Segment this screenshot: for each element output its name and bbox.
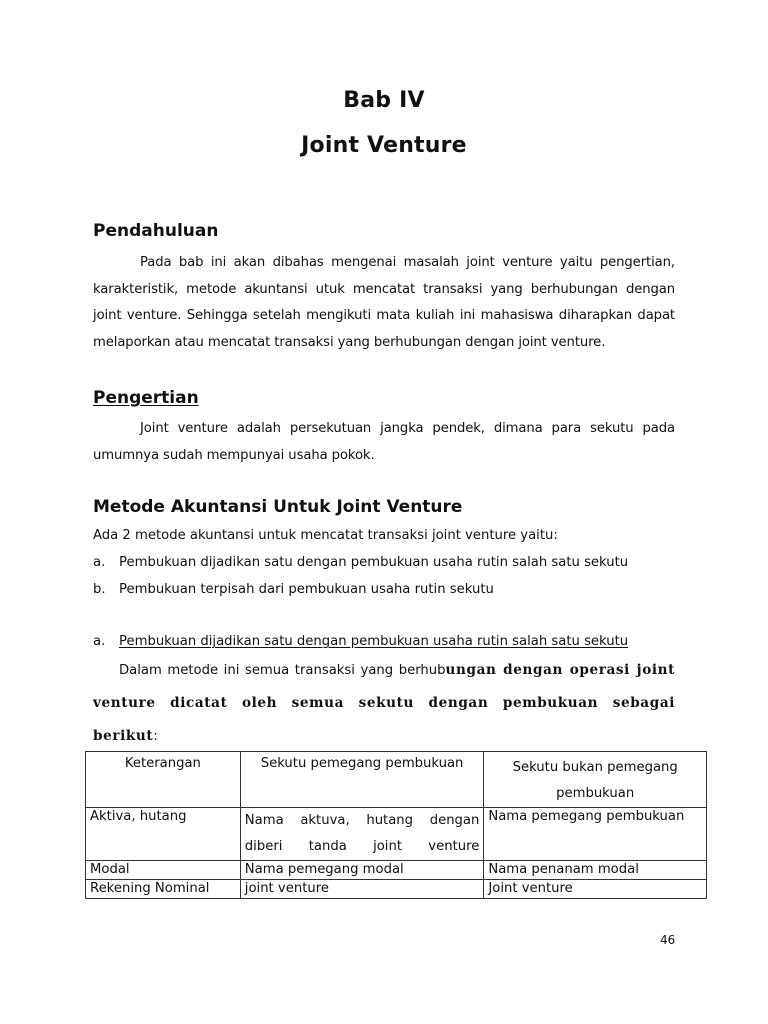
paragraph-text-bold: ungan dengan operasi joint venture dicatat oleh semua sekutu dengan pembukuan sebagai berikut [93,662,675,744]
list-item [93,582,494,597]
table-cell: Nama penanam modal [484,861,707,880]
subsection-a-paragraph [93,654,675,753]
table-header-cell: Sekutu pemegang pembukuan [240,752,484,808]
subsection-a-heading [93,634,628,649]
list-marker: b. [93,582,106,597]
pengertian-paragraph: Joint venture adalah persekutuan jangka pendek, dimana para sekutu pada umumnya sudah mempunyai usaha pokok. [93,421,675,463]
paragraph-text-end: : [153,729,158,744]
joint-venture-table [85,751,707,899]
table-cell: Nama aktuva, hutang dengan diberi tanda joint venture [240,808,484,861]
table-row [86,808,707,861]
list-item [93,555,628,570]
table-header-row [86,752,707,808]
section-heading-pengertian: Pengertian [93,388,199,408]
table-row [86,861,707,880]
table-cell: Rekening Nominal [86,880,241,899]
table-row [86,880,707,899]
table-header-cell: Keterangan [86,752,241,808]
chapter-title: Joint Venture [301,133,467,158]
subsection-marker: a. [93,634,106,649]
pendahuluan-paragraph: Pada bab ini akan dibahas mengenai masalah joint venture yaitu pengertian, karakteristik, metode akuntansi utuk mencatat transaksi yang berhubungan dengan joint venture. Sehingga setelah mengikuti mata kuliah ini mahasiswa diharapkan dapat melaporkan atau mencatat transaksi yang berhubungan dengan joint venture. [93,255,675,350]
chapter-number: Bab IV [343,88,425,113]
subsection-title: Pembukuan dijadikan satu dengan pembukuan usaha rutin salah satu sekutu [119,634,629,649]
table-cell: joint venture [240,880,484,899]
table-cell: Aktiva, hutang [86,808,241,861]
list-item-text: Pembukuan dijadikan satu dengan pembukuan usaha rutin salah satu sekutu [119,555,629,570]
table-cell: Joint venture [484,880,707,899]
list-marker: a. [93,555,106,570]
paragraph-text-regular: Dalam metode ini semua transaksi yang berhub [119,663,446,678]
section-heading-pendahuluan: Pendahuluan [93,221,219,241]
table-header-cell: Sekutu bukan pemegang pembukuan [484,752,707,808]
metode-intro: Ada 2 metode akuntansi untuk mencatat transaksi joint venture yaitu: [93,528,558,543]
section-heading-metode: Metode Akuntansi Untuk Joint Venture [93,497,463,517]
list-item-text: Pembukuan terpisah dari pembukuan usaha rutin sekutu [119,582,494,597]
table-cell: Modal [86,861,241,880]
table-cell: Nama pemegang pembukuan [484,808,707,861]
table-cell: Nama pemegang modal [240,861,484,880]
page-number: 46 [660,933,676,947]
